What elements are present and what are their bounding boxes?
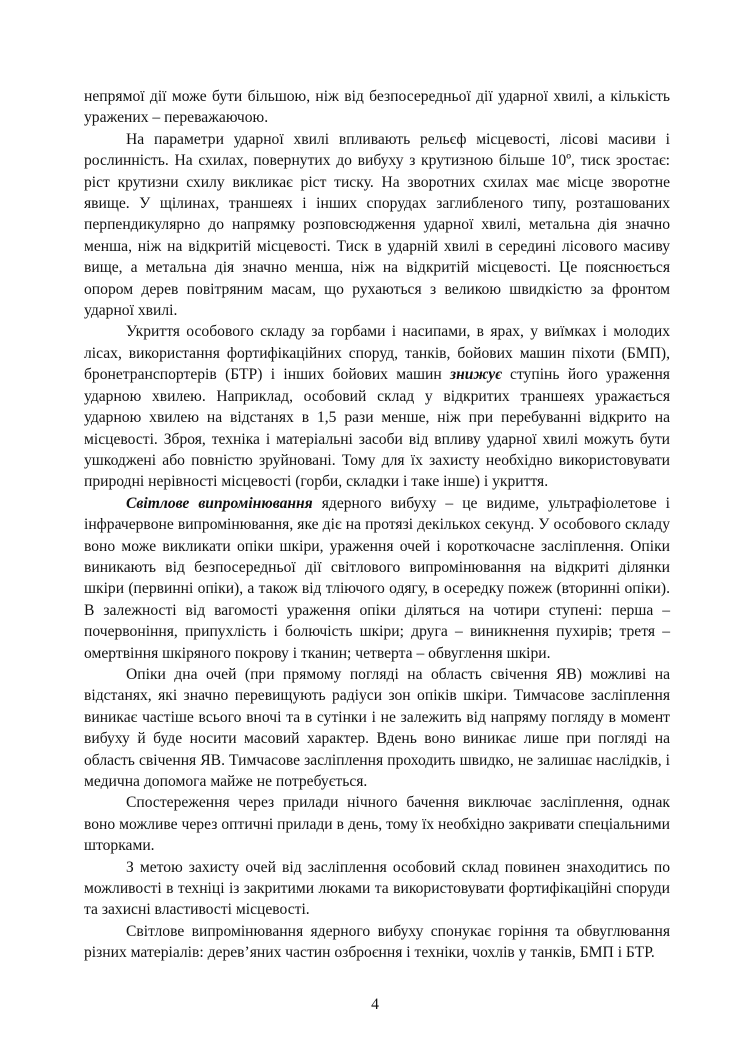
paragraph-shelter bbox=[84, 321, 670, 492]
paragraph-night-vision: Спостереження через прилади нічного бачення виключає засліплення, однак воно можливе через оптичні прилади в день, тому їх необхідно закривати спеціальними шторками. bbox=[84, 794, 670, 855]
paragraph-eye-burns: Опіки дна очей (при прямому погляді на область свічення ЯВ) можливі на відстанях, які значно перевищують радіуси зон опіків шкіри. Тимчасове засліплення виникає частіше всього вночі та в сутінки і не залежить від напряму погляду в момент вибуху й буде носити масовий характер. Вдень воно виникає лише при погляді на область свічення ЯВ. Тимчасове засліплення проходить швидко, не залишає наслідків, і медична допомога майже не потребується. bbox=[84, 665, 670, 790]
paragraph-light-radiation bbox=[84, 493, 670, 664]
page-number: 4 bbox=[371, 996, 379, 1013]
text-run: ядерного вибуху – це видиме, ультрафіолетове і інфрачервоне випромінювання, яке діє на протязі декількох секунд. У особового складу воно може викликати опіки шкіри, ураження очей і короткочасне засліплення. Опіки виникають від безпосередньої дії світлового випромінювання на відкриті ділянки шкіри (первинні опіки), а також від тліючого одягу, в осередку пожеж (вторинні опіки). В залежності від вагомості ураження опіки діляться на чотири ступені: перша – почервоніння, припухлість і болючість шкіри; друга – виникнення пухирів; третя – омертвіння шкіряного покрову і тканин; четверта – обвуглення шкіри. bbox=[84, 494, 670, 662]
text-run: Укриття особового складу за горбами і насипами, в ярах, у виїмках і молодих лісах, використання фортифікаційних споруд, танків, бойових машин піхоти (БМП), бронетранспортерів (БТР) і інших бойових машин bbox=[84, 323, 670, 384]
paragraph-continuation: непрямої дії може бути більшою, ніж від безпосередньої дії ударної хвилі, а кількість уражених – переважаючою. bbox=[84, 88, 670, 127]
paragraph-materials-burning: Світлове випромінювання ядерного вибуху спонукає горіння та обвуглювання різних матеріалів: дерев’яних частин озброєння і техніки, чохлів у танків, БМП і БТР. bbox=[84, 922, 670, 962]
document-page bbox=[84, 86, 670, 964]
emphasis-text: знижує bbox=[450, 366, 502, 384]
term-heading: Світлове випромінювання bbox=[126, 494, 313, 512]
paragraph-eye-protection: З метою захисту очей від засліплення особовий склад повинен знаходитись по можливості в техніці із закритими люками та використовувати фортифікаційні споруди та захисні властивості місцевості. bbox=[84, 858, 670, 919]
paragraph-terrain-effects: На параметри ударної хвилі впливають рельєф місцевості, лісові масиви і рослинність. На схилах, повернутих до вибуху з крутизною більше 10º, тиск зростає: ріст крутизни схилу викликає ріст тиску. На зворотних схилах має місце зворотне явище. У щілинах, траншеях і інших спорудах заглибленого типу, розташованих перпендикулярно до напрямку розповсюдження ударної хвилі, метальна дія значно менша, ніж на відкритій місцевості. Тиск в ударній хвилі в середині лісового масиву вище, а метальна дія значно менша, ніж на відкритій місцевості. Це пояснюється опором дерев повітряним масам, що рухаються з великою швидкістю за фронтом ударної хвилі. bbox=[84, 130, 670, 320]
text-run: ступінь його ураження ударною хвилею. Наприклад, особовий склад у відкритих траншеях уражається ударною хвилею на відстанях в 1,5 рази менше, ніж при перебуванні відкрито на місцевості. Зброя, техніка і матеріальні засоби від впливу ударної хвилі можуть бути ушкоджені або повністю зруйновані. Тому для їх захисту необхідно використовувати природні нерівності місцевості (горби, складки і таке інше) і укриття. bbox=[84, 366, 670, 491]
